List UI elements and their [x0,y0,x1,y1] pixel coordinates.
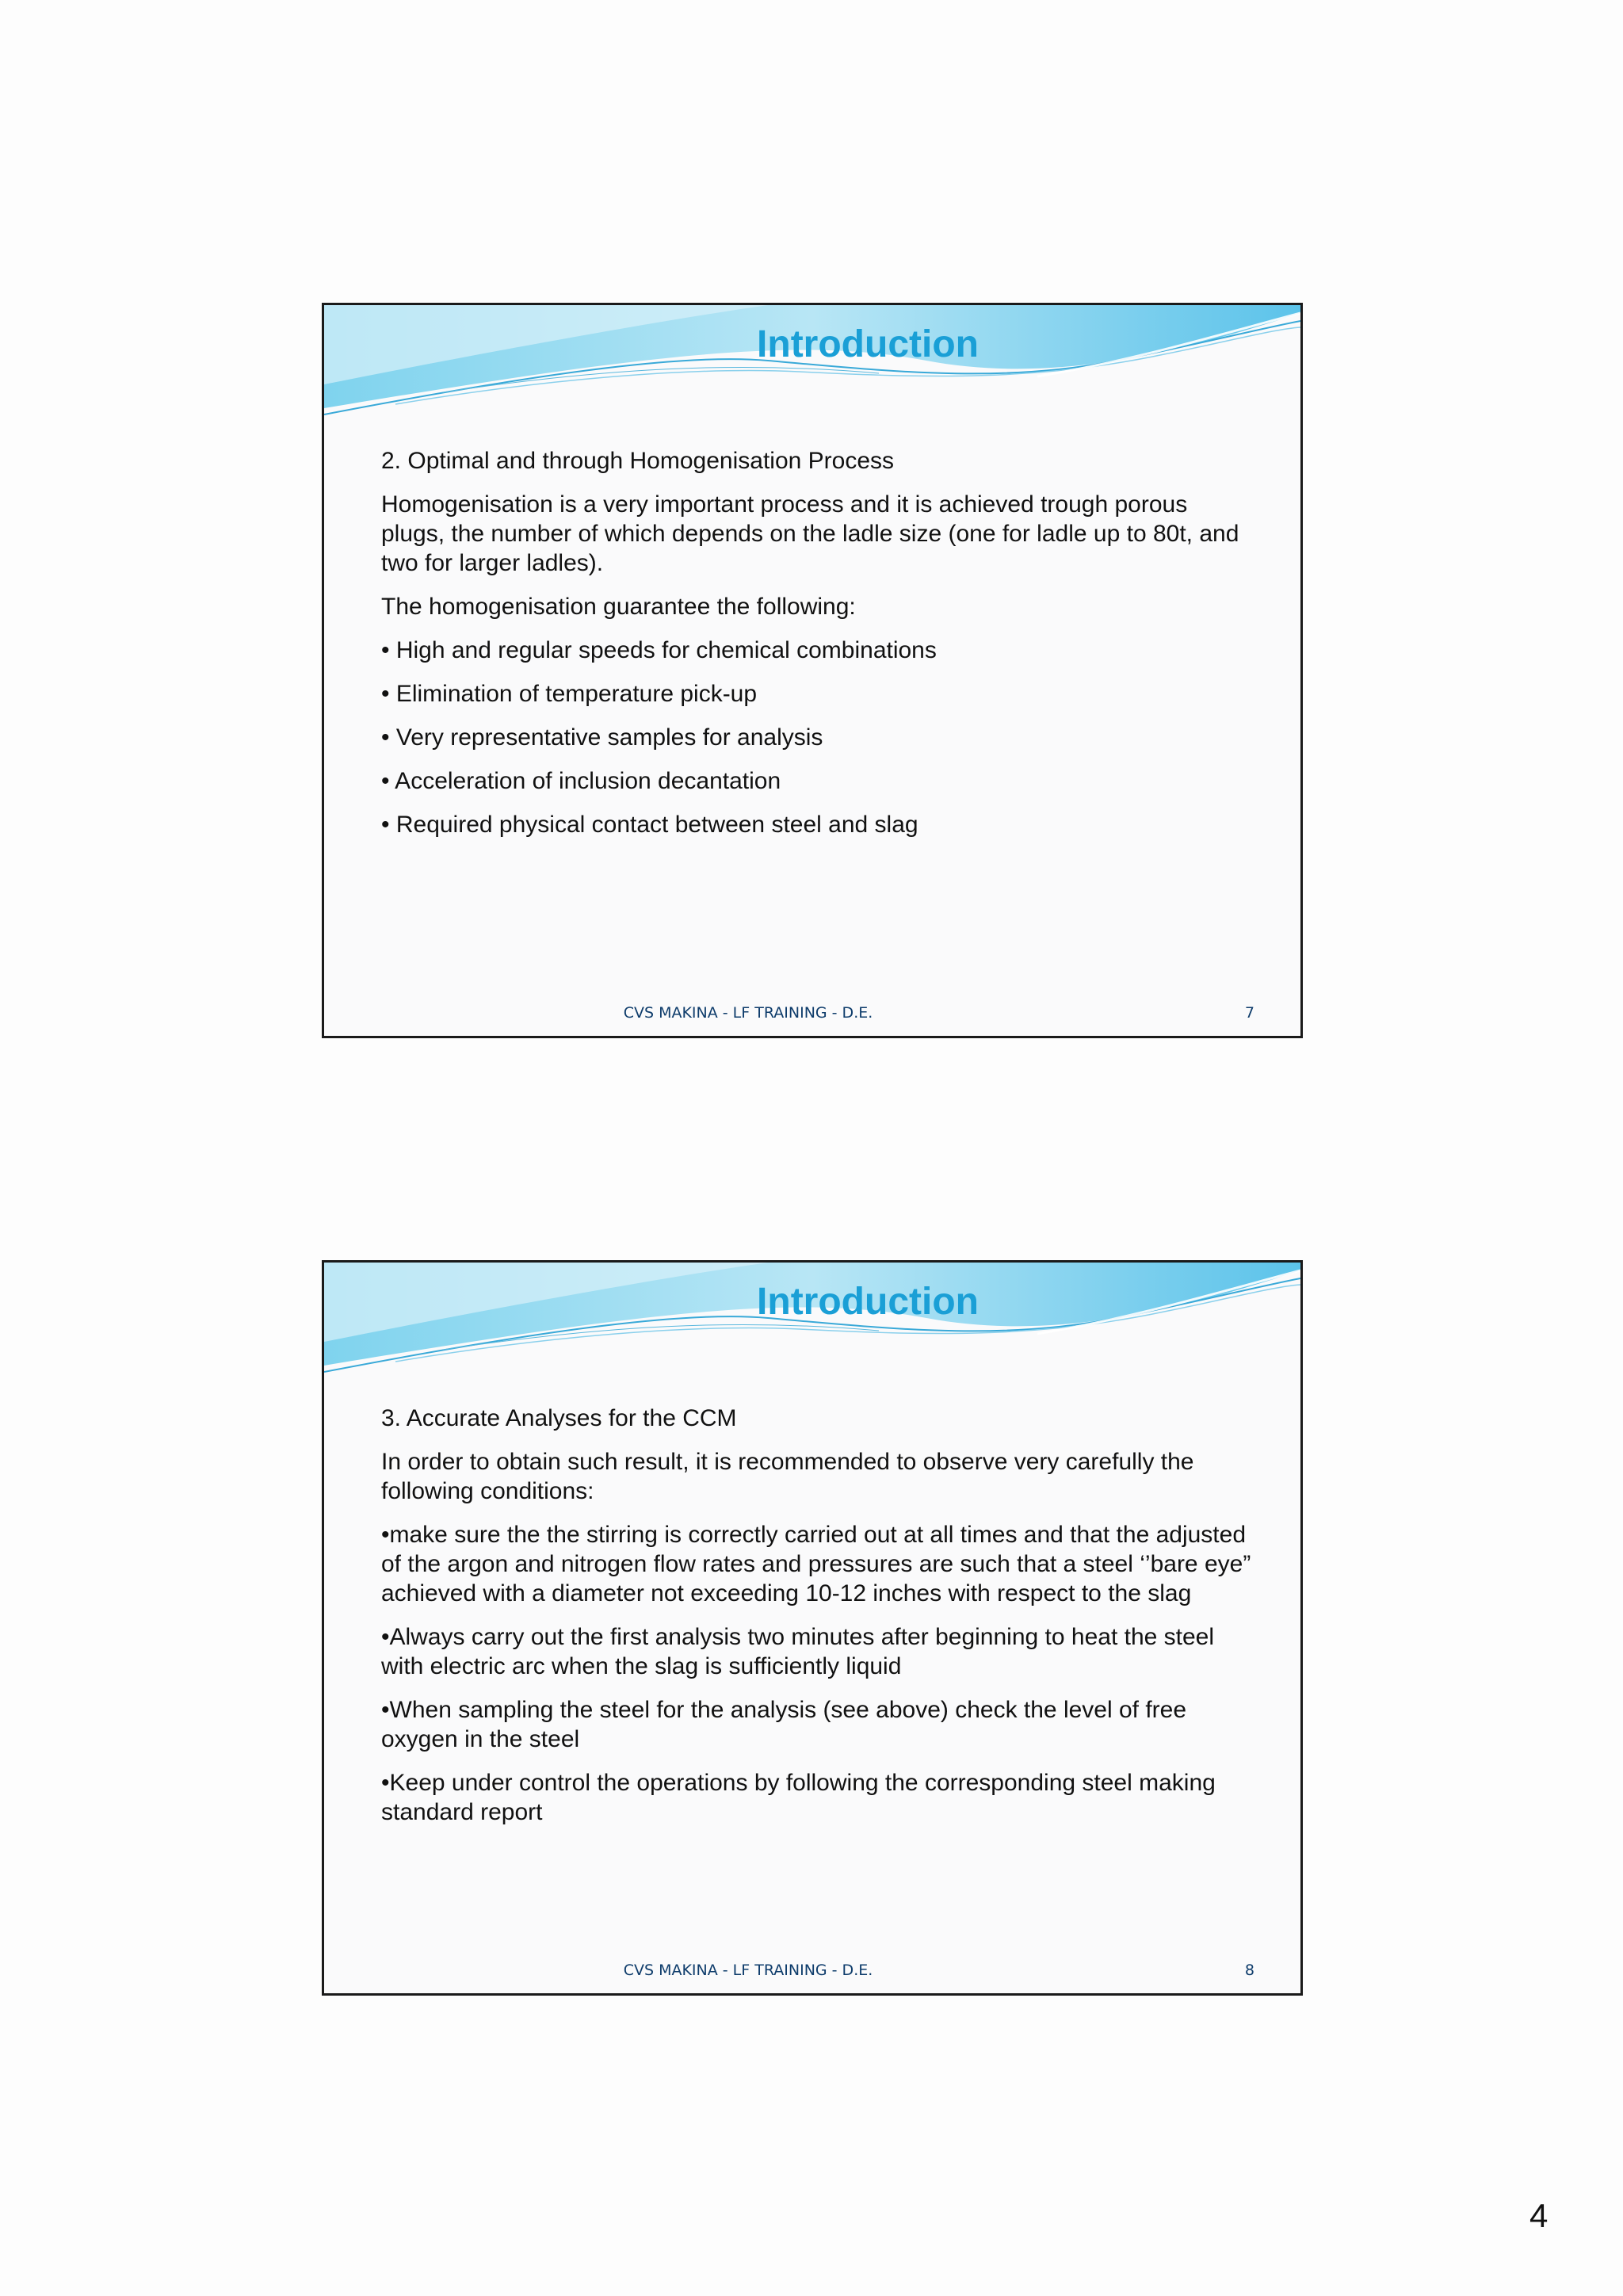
bullet-item: •Keep under control the operations by following the corresponding steel making standard report [381,1770,1216,1825]
slide-footer: CVS MAKINA - LF TRAINING - D.E. [623,1962,873,1979]
section-heading: 3. Accurate Analyses for the CCM [381,1405,737,1431]
slide-8 [322,1260,1303,1996]
bullet-item: •make sure the the stirring is correctly carried out at all times and that the adjusted of the argon and nitrogen flow rates and pressures are such that a steel ‘’bare eye” achieved with a diameter not exceeding 10-12 inches with respect to the slag [381,1522,1251,1606]
bullet-item: • Very representative samples for analysis [381,724,823,751]
body-paragraph: The homogenisation guarantee the following: [381,594,856,620]
page-number: 4 [1529,2197,1549,2234]
slide-7 [322,303,1303,1038]
bullet-item: • Elimination of temperature pick-up [381,681,758,707]
slide-number: 7 [1244,1004,1254,1022]
bullet-item: • Required physical contact between steel and slag [381,812,918,838]
bullet-item: • High and regular speeds for chemical combinations [381,637,937,663]
bullet-item: •When sampling the steel for the analysis (see above) check the level of free oxygen in the steel [381,1697,1187,1752]
section-heading: 2. Optimal and through Homogenisation Process [381,448,895,474]
bullet-item: • Acceleration of inclusion decantation [381,768,781,794]
slide-footer: CVS MAKINA - LF TRAINING - D.E. [623,1004,873,1022]
body-paragraph: Homogenisation is a very important process and it is achieved trough porous plugs, the number of which depends on the ladle size (one for ladle up to 80t, and two for larger ladles). [381,491,1239,576]
slide-body [381,446,1253,854]
slide-title: Introduction [757,1281,979,1323]
slide-title: Introduction [757,323,979,365]
slide-body [381,1404,1253,1841]
bullet-item: •Always carry out the first analysis two minutes after beginning to heat the steel with electric arc when the slag is sufficiently liquid [381,1624,1215,1679]
body-paragraph: In order to obtain such result, it is recommended to observe very carefully the following conditions: [381,1449,1194,1504]
slide-number: 8 [1244,1962,1254,1979]
